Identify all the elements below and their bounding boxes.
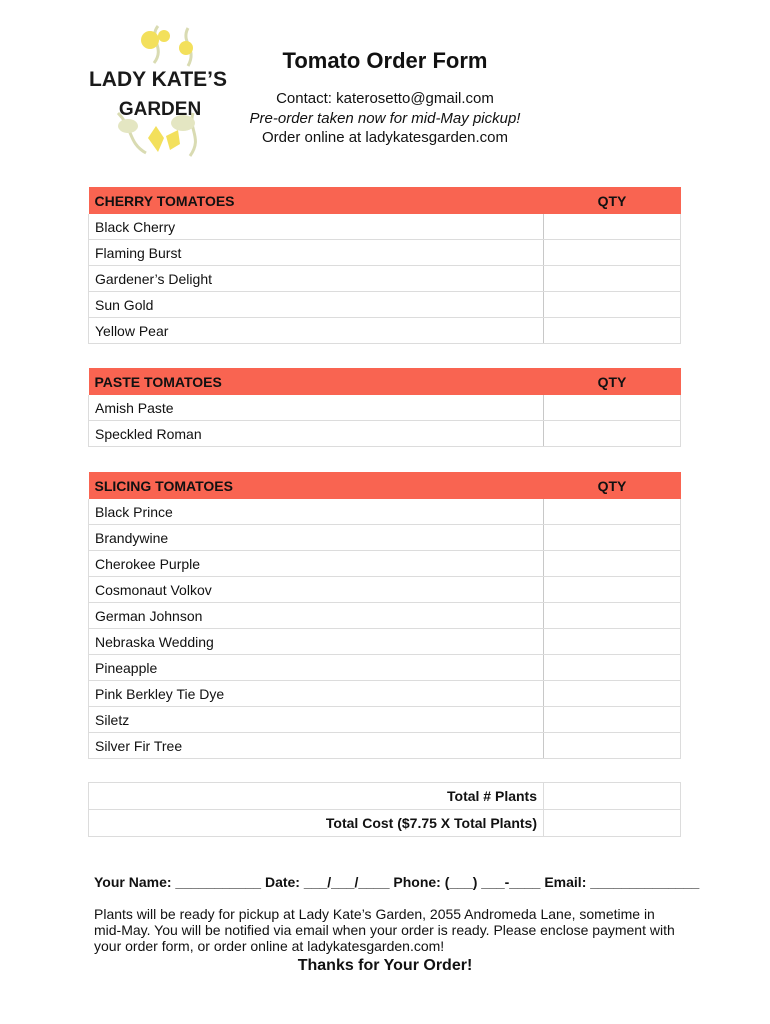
qty-field[interactable] [544, 266, 681, 292]
table-row [89, 707, 681, 733]
qty-field[interactable] [544, 525, 681, 551]
thanks-message: Thanks for Your Order! [297, 957, 473, 974]
section-header-row [89, 472, 681, 499]
logo-line-2: GARDEN [118, 99, 202, 120]
qty-field[interactable] [544, 499, 681, 525]
table-row [89, 292, 681, 318]
qty-header: QTY [544, 187, 681, 214]
totals-table [88, 782, 681, 837]
item-name: Sun Gold [89, 292, 544, 318]
qty-header: QTY [544, 368, 681, 395]
table-row [89, 525, 681, 551]
item-name: Nebraska Wedding [89, 629, 544, 655]
item-name: Cherokee Purple [89, 551, 544, 577]
table-row [89, 421, 681, 447]
qty-field[interactable] [544, 214, 681, 240]
total-cost-row [89, 810, 681, 837]
qty-field[interactable] [544, 551, 681, 577]
qty-field[interactable] [544, 318, 681, 344]
item-name: Siletz [89, 707, 544, 733]
lady-kates-garden-logo [88, 18, 228, 168]
table-row [89, 266, 681, 292]
qty-field[interactable] [544, 707, 681, 733]
qty-field[interactable] [544, 603, 681, 629]
order-online-line: Order online at ladykatesgarden.com [262, 129, 508, 146]
table-row [89, 499, 681, 525]
item-name: Brandywine [89, 525, 544, 551]
section-heading: SLICING TOMATOES [89, 472, 544, 499]
total-cost-label: Total Cost ($7.75 X Total Plants) [89, 810, 544, 837]
item-name: Speckled Roman [89, 421, 544, 447]
qty-header: QTY [544, 472, 681, 499]
item-name: Pink Berkley Tie Dye [89, 681, 544, 707]
item-name: Amish Paste [89, 395, 544, 421]
item-name: Yellow Pear [89, 318, 544, 344]
total-cost-field[interactable] [544, 810, 681, 837]
section-header-row [89, 187, 681, 214]
qty-field[interactable] [544, 240, 681, 266]
table-row [89, 395, 681, 421]
qty-field[interactable] [544, 292, 681, 318]
table-row [89, 240, 681, 266]
customer-info-line[interactable]: Your Name: ___________ Date: ___/___/____ Phone: (___) ___-____ Email: ______________ [94, 874, 700, 890]
page-title: Tomato Order Form [282, 48, 488, 73]
table-row [89, 681, 681, 707]
total-plants-label: Total # Plants [89, 783, 544, 810]
item-name: Flaming Burst [89, 240, 544, 266]
table-row [89, 577, 681, 603]
slicing-tomatoes-table [88, 472, 681, 759]
flower-icon [141, 30, 193, 152]
qty-field[interactable] [544, 681, 681, 707]
paste-tomatoes-table [88, 368, 681, 447]
table-row [89, 318, 681, 344]
table-row [89, 214, 681, 240]
qty-field[interactable] [544, 629, 681, 655]
item-name: Pineapple [89, 655, 544, 681]
contact-line: Contact: katerosetto@gmail.com [276, 90, 494, 107]
qty-field[interactable] [544, 733, 681, 759]
table-row [89, 733, 681, 759]
section-heading: CHERRY TOMATOES [89, 187, 544, 214]
preorder-line: Pre-order taken now for mid-May pickup! [249, 110, 521, 127]
item-name: Black Prince [89, 499, 544, 525]
table-row [89, 655, 681, 681]
table-row [89, 551, 681, 577]
total-plants-field[interactable] [544, 783, 681, 810]
logo-line-1: LADY KATE’S [88, 68, 228, 91]
item-name: Silver Fir Tree [89, 733, 544, 759]
section-heading: PASTE TOMATOES [89, 368, 544, 395]
item-name: Cosmonaut Volkov [89, 577, 544, 603]
qty-field[interactable] [544, 395, 681, 421]
item-name: German Johnson [89, 603, 544, 629]
cherry-tomatoes-table [88, 187, 681, 344]
total-plants-row [89, 783, 681, 810]
pickup-note: Plants will be ready for pickup at Lady Kate’s Garden, 2055 Andromeda Lane, sometime in mid-May. You will be notified via email when your order is ready. Please enclose payment with your order form, or order online at ladykatesgarden.com! [94, 906, 675, 954]
qty-field[interactable] [544, 421, 681, 447]
qty-field[interactable] [544, 577, 681, 603]
item-name: Gardener’s Delight [89, 266, 544, 292]
section-header-row [89, 368, 681, 395]
table-row [89, 603, 681, 629]
table-row [89, 629, 681, 655]
qty-field[interactable] [544, 655, 681, 681]
item-name: Black Cherry [89, 214, 544, 240]
